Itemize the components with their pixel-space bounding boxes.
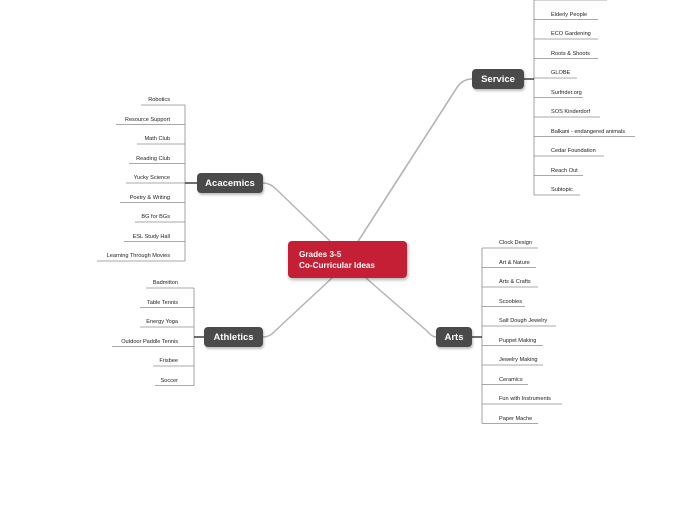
- subtopic-academics[interactable]: BG for BGs: [141, 214, 170, 220]
- subtopic-arts[interactable]: Jewelry Making: [499, 357, 538, 363]
- subtopic-arts[interactable]: Salt Dough Jewelry: [499, 318, 548, 324]
- connector-academics: [263, 183, 330, 241]
- subtopic-service[interactable]: Elderly People: [551, 11, 588, 18]
- subtopic-arts[interactable]: Clock Design: [499, 240, 532, 246]
- subtopic-academics[interactable]: Poetry & Writing: [129, 194, 170, 201]
- subtopic-academics[interactable]: ESL Study Hall: [132, 233, 170, 240]
- subtopic-service[interactable]: Surfrider.org: [551, 89, 582, 96]
- subtopic-academics[interactable]: Learning Through Movies: [106, 253, 170, 259]
- subtopic-academics[interactable]: Robotics: [148, 97, 170, 103]
- subtopic-service[interactable]: GLOBE: [551, 70, 571, 76]
- branch-academics[interactable]: Acacemics: [197, 173, 263, 193]
- central-topic-line2: Co-Curricular Ideas: [299, 261, 375, 270]
- subtopic-service[interactable]: Roots & Shoots: [551, 50, 590, 57]
- branch-arts[interactable]: Arts: [436, 327, 472, 347]
- subtopic-service[interactable]: Reach Out: [551, 167, 578, 174]
- subtopic-academics[interactable]: Yucky Science: [133, 175, 170, 181]
- subtopic-athletics[interactable]: Badmitton: [152, 280, 178, 286]
- subtopic-athletics[interactable]: Energy Yoga: [146, 319, 178, 325]
- subtopic-service[interactable]: Subtopic: [551, 187, 573, 193]
- central-topic[interactable]: [288, 241, 407, 278]
- subtopic-service[interactable]: ECO Gardening: [551, 31, 591, 37]
- subtopic-service[interactable]: SOS Kinderdorf: [551, 109, 591, 115]
- connector-arts: [366, 278, 436, 337]
- subtopic-service[interactable]: Balkani - endangered animals: [551, 128, 626, 135]
- subtopic-arts[interactable]: Puppet Making: [499, 337, 537, 344]
- subtopic-arts[interactable]: Paper Mache: [499, 415, 533, 422]
- subtopic-arts[interactable]: Fun with Instruments: [499, 396, 551, 402]
- subtopic-athletics[interactable]: Soccer: [160, 377, 178, 384]
- subtopic-academics[interactable]: Reading Club: [136, 155, 170, 162]
- branch-athletics[interactable]: Athletics: [204, 327, 263, 347]
- subtopic-athletics[interactable]: Table Tennis: [147, 299, 178, 306]
- subtopic-arts[interactable]: Arts & Crafts: [499, 279, 531, 285]
- branch-service[interactable]: Service: [472, 69, 524, 89]
- subtopic-arts[interactable]: Ceramics: [499, 376, 523, 383]
- connector-service: [357, 79, 472, 243]
- subtopic-athletics[interactable]: Outdoor Paddle Tennis: [121, 338, 178, 345]
- central-topic-line1: Grades 3-5: [299, 250, 342, 259]
- subtopic-athletics[interactable]: Frisbee: [159, 358, 178, 364]
- subtopic-service[interactable]: Cedar Foundation: [551, 148, 596, 154]
- subtopic-arts[interactable]: Art & Nature: [499, 259, 530, 266]
- subtopic-academics[interactable]: Resource Support: [124, 116, 170, 123]
- subtopic-academics[interactable]: Math Club: [144, 136, 170, 142]
- connector-athletics: [263, 278, 332, 337]
- subtopic-arts[interactable]: Scoobies: [499, 298, 523, 305]
